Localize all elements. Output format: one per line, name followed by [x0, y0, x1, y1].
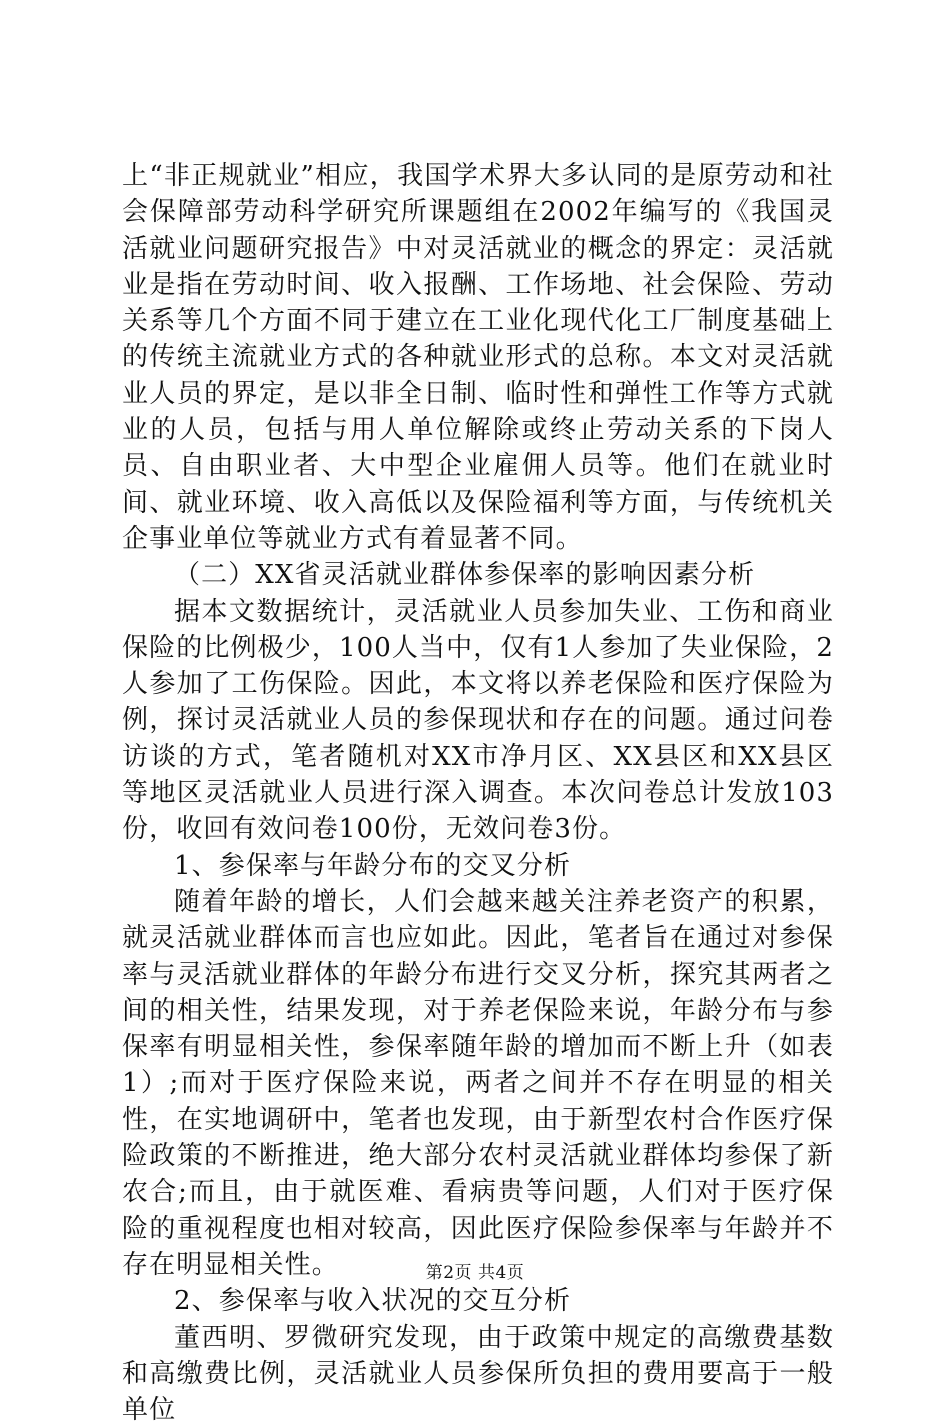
paragraph-income-analysis: 董西明、罗微研究发现，由于政策中规定的高缴费基数和高缴费比例，灵活就业人员参保所负担的费用要高于一般单位: [122, 1320, 834, 1428]
page-footer: 第2页 共4页: [0, 1262, 950, 1284]
document-body: [122, 158, 834, 1428]
subheading-age-analysis: 1、参保率与年龄分布的交叉分析: [122, 848, 834, 884]
paragraph-definition: 上“非正规就业”相应，我国学术界大多认同的是原劳动和社会保障部劳动科学研究所课题组在2002年编写的《我国灵活就业问题研究报告》中对灵活就业的概念的界定：灵活就业是指在劳动时间、收入报酬、工作场地、社会保险、劳动关系等几个方面不同于建立在工业化现代化工厂制度基础上的传统主流就业方式的各种就业形式的总称。本文对灵活就业人员的界定，是以非全日制、临时性和弹性工作等方式就业的人员，包括与用人单位解除或终止劳动关系的下岗人员、自由职业者、大中型企业雇佣人员等。他们在就业时间、就业环境、收入高低以及保险福利等方面，与传统机关企事业单位等就业方式有着显著不同。: [122, 158, 834, 557]
paragraph-age-analysis: 随着年龄的增长，人们会越来越关注养老资产的积累，就灵活就业群体而言也应如此。因此，笔者旨在通过对参保率与灵活就业群体的年龄分布进行交叉分析，探究其两者之间的相关性，结果发现，对于养老保险来说，年龄分布与参保率有明显相关性，参保率随年龄的增加而不断上升（如表1）;而对于医疗保险来说，两者之间并不存在明显的相关性，在实地调研中，笔者也发现，由于新型农村合作医疗保险政策的不断推进，绝大部分农村灵活就业群体均参保了新农合;而且，由于就医难、看病贵等问题，人们对于医疗保险的重视程度也相对较高，因此医疗保险参保率与年龄并不存在明显相关性。: [122, 884, 834, 1283]
paragraph-statistics: 据本文数据统计，灵活就业人员参加失业、工伤和商业保险的比例极少，100人当中，仅有1人参加了失业保险，2人参加了工伤保险。因此，本文将以养老保险和医疗保险为例，探讨灵活就业人员的参保现状和存在的问题。通过问卷访谈的方式，笔者随机对XX市净月区、XX县区和XX县区等地区灵活就业人员进行深入调查。本次问卷总计发放103份，收回有效问卷100份，无效问卷3份。: [122, 594, 834, 848]
section-heading-influencing-factors: （二）XX省灵活就业群体参保率的影响因素分析: [122, 557, 834, 593]
subheading-income-analysis: 2、参保率与收入状况的交互分析: [122, 1283, 834, 1319]
